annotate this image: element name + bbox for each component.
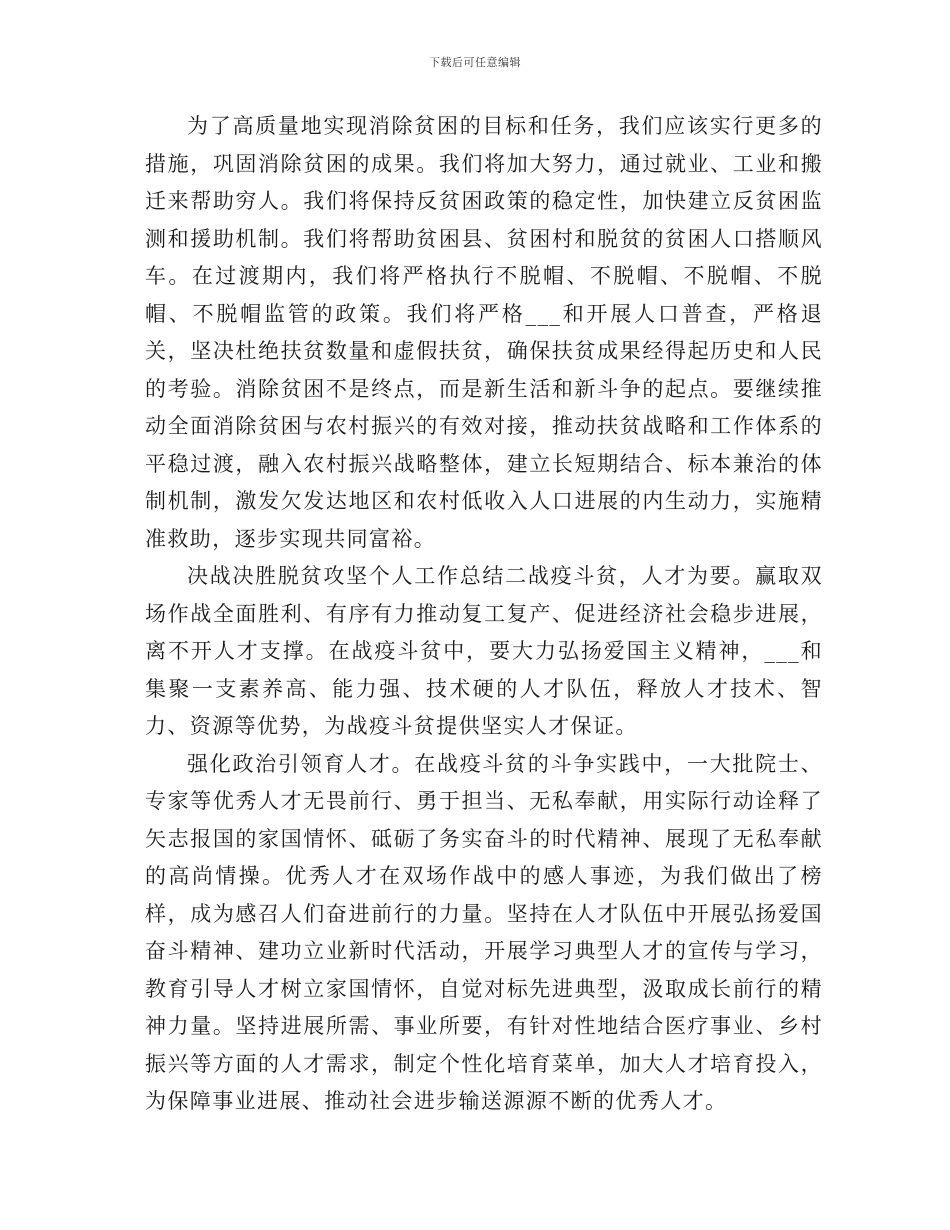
paragraph-talent-summary: 决战决胜脱贫攻坚个人工作总结二战疫斗贫，人才为要。赢取双场作战全面胜利、有序有力推动复工复产、促进经济社会稳步进展，离不开人才支撑。在战疫斗贫中，要大力弘扬爱国主义精神，___和集聚一支素养高、能力强、技术硬的人才队伍，释放人才技术、智力、资源等优势，为战疫斗贫提供坚实人才保证。 <box>145 564 823 738</box>
paragraph-political-guidance: 强化政治引领育人才。在战疫斗贫的斗争实践中，一大批院士、专家等优秀人才无畏前行、勇于担当、无私奉献，用实际行动诠释了矢志报国的家国情怀、砥砺了务实奋斗的时代精神、展现了无私奉献的高尚情操。优秀人才在双场作战中的感人事迹，为我们做出了榜样，成为感召人们奋进前行的力量。坚持在人才队伍中开展弘扬爱国奋斗精神、建功立业新时代活动，开展学习典型人才的宣传与学习，教育引导人才树立家国情怀，自觉对标先进典型，汲取成长前行的精神力量。坚持进展所需、事业所要，有针对性地结合医疗事业、乡村振兴等方面的人才需求，制定个性化培育菜单，加大人才培育投入，为保障事业进展、推动社会进步输送源源不断的优秀人才。 <box>145 751 823 1113</box>
paragraph-poverty-elimination: 为了高质量地实现消除贫困的目标和任务，我们应该实行更多的措施，巩固消除贫困的成果。我们将加大努力，通过就业、工业和搬迁来帮助穷人。我们将保持反贫困政策的稳定性，加快建立反贫困监测和援助机制。我们将帮助贫困县、贫困村和脱贫的贫困人口搭顺风车。在过渡期内，我们将严格执行不脱帽、不脱帽、不脱帽、不脱帽、不脱帽监管的政策。我们将严格___和开展人口普查，严格退关，坚决杜绝扶贫数量和虚假扶贫，确保扶贫成果经得起历史和人民的考验。消除贫困不是终点，而是新生活和新斗争的起点。要继续推动全面消除贫困与农村振兴的有效对接，推动扶贫战略和工作体系的平稳过渡，融入农村振兴战略整体，建立长短期结合、标本兼治的体制机制，激发欠发达地区和农村低收入人口进展的内生动力，实施精准救助，逐步实现共同富裕。 <box>145 114 823 551</box>
document-body <box>145 108 823 1121</box>
page-header: 下载后可任意编辑 <box>429 56 521 69</box>
